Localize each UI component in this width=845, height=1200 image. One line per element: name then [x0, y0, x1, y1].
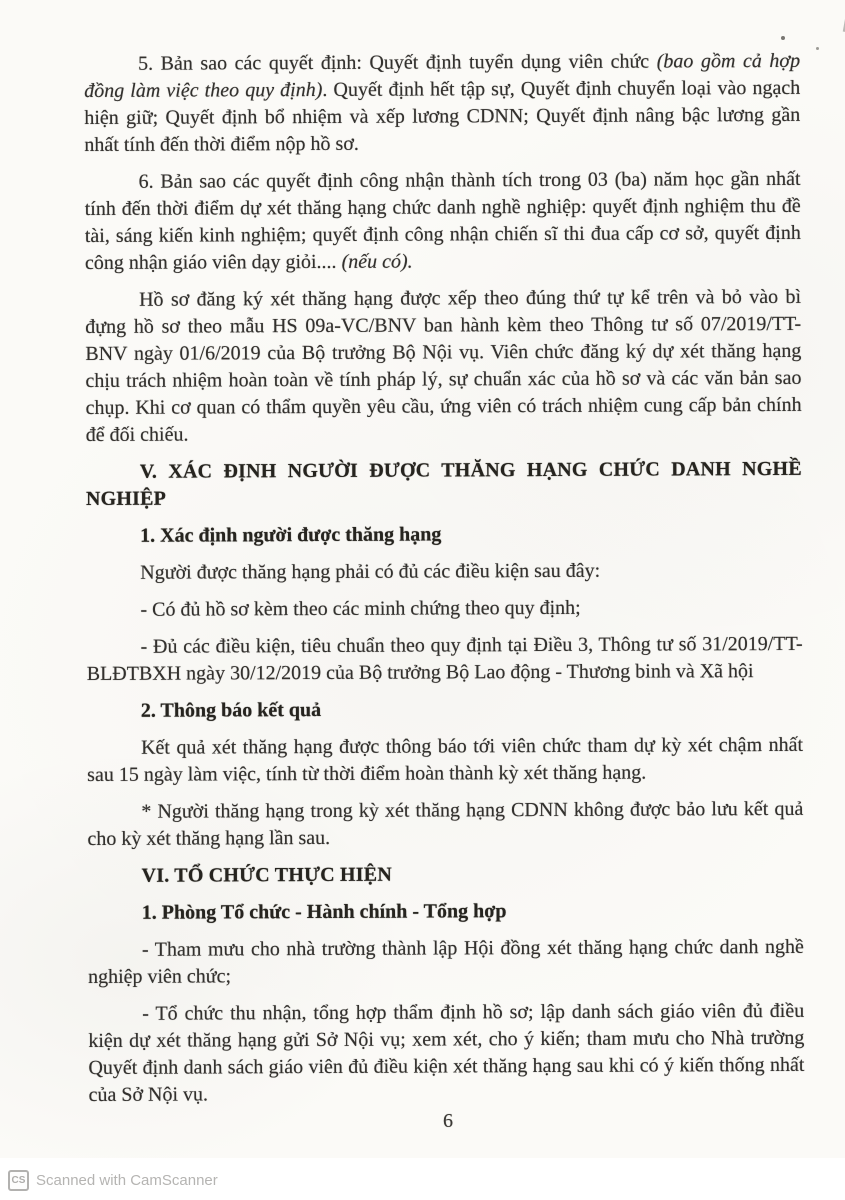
subheading-vi-1: 1. Phòng Tổ chức - Hành chính - Tổng hợp — [141, 900, 507, 924]
paragraph-item-6-text: 6. Bản sao các quyết định công nhận thành tích trong 03 (ba) năm học gần nhất tính đến thời điểm dự xét thăng hạng chức danh nghề nghiệp: quyết định nghiệm thu đề tài, sáng kiến kinh nghiệm; quyết định công nhận chiến sĩ thi đua cấp cơ sở, quyết định công nhận giáo viên dạy giỏi.... — [84, 167, 801, 274]
paragraph-nguoi-duoc: Người được thăng hạng phải có đủ các điều kiện sau đây: — [140, 559, 601, 584]
bullet-du-dieu-kien: - Đủ các điều kiện, tiêu chuẩn theo quy định tại Điều 3, Thông tư số 31/2019/TT-BLĐTBXH ngày 30/12/2019 của Bộ trưởng Bộ Lao động - Thương binh và Xã hội — [86, 632, 803, 685]
paragraph-item-5-italic: (bao gồm cả hợp đồng làm việc theo quy định) — [84, 49, 801, 102]
page-number: 6 — [443, 1110, 453, 1132]
paragraph-item-5-text: 5. Bản sao các quyết định: Quyết định tuyển dụng viên chức — [138, 50, 657, 75]
paragraph-item-6 — [85, 166, 801, 277]
subheading-v-2: 2. Thông báo kết quả — [140, 698, 322, 722]
paragraph-ket-qua: Kết quả xét thăng hạng được thông báo tới viên chức tham dự kỳ xét chậm nhất sau 15 ngày làm việc, tính từ thời điểm hoàn thành kỳ xét thăng hạng. — [87, 733, 804, 786]
camscanner-logo-icon: CS — [8, 1170, 29, 1191]
bullet-to-chuc-thu-nhan: - Tổ chức thu nhận, tổng hợp thẩm định hồ sơ; lập danh sách giáo viên đủ điều kiện dự xét thăng hạng gửi Sở Nội vụ; xem xét, cho ý kiến; tham mưu cho Nhà trường Quyết định danh sách giáo viên đủ điều kiện xét thăng hạng sau khi có ý kiến thống nhất của Sở Nội vụ. — [88, 999, 805, 1106]
scan-speck — [781, 36, 785, 40]
camscanner-watermark — [8, 1170, 218, 1191]
document-body — [84, 48, 805, 1119]
paragraph-bao-luu-note: * Người thăng hạng trong kỳ xét thăng hạng CDNN không được bảo lưu kết quả cho kỳ xét thăng hạng lần sau. — [87, 797, 804, 850]
camscanner-watermark-text: Scanned with CamScanner — [36, 1172, 218, 1189]
paragraph-item-5 — [84, 48, 800, 159]
paragraph-item-5-text-cont: . Quyết định hết tập sự, Quyết định chuyển loại vào ngạch hiện giữ; Quyết định bổ nhiệm và xếp lương CDNN; Quyết định nâng bậc lương gần nhất tính đến thời điểm nộp hồ sơ. — [84, 76, 801, 156]
bullet-tham-muu: - Tham mưu cho nhà trường thành lập Hội đồng xét thăng hạng chức danh nghề nghiệp viên chức; — [87, 935, 804, 988]
subheading-v-1: 1. Xác định người được thăng hạng — [140, 523, 442, 547]
section-heading-vi: VI. TỔ CHỨC THỰC HIỆN — [141, 863, 392, 887]
bullet-du-ho-so: - Có đủ hồ sơ kèm theo các minh chứng theo quy định; — [140, 596, 581, 621]
scan-speck — [816, 47, 819, 50]
paragraph-hoso: Hồ sơ đăng ký xét thăng hạng được xếp theo đúng thứ tự kể trên và bỏ vào bì đựng hồ sơ theo mẫu HS 09a-VC/BNV ban hành kèm theo Thông tư số 07/2019/TT-BNV ngày 01/6/2019 của Bộ trưởng Bộ Nội vụ. Viên chức đăng ký dự xét thăng hạng chịu trách nhiệm hoàn toàn về tính pháp lý, sự chuẩn xác của hồ sơ và các văn bản sao chụp. Khi cơ quan có thẩm quyền yêu cầu, ứng viên có trách nhiệm cung cấp bản chính để đối chiếu. — [85, 285, 802, 446]
section-heading-v: V. XÁC ĐỊNH NGƯỜI ĐƯỢC THĂNG HẠNG CHỨC DANH NGHỀ NGHIỆP — [85, 457, 802, 510]
paragraph-item-6-italic: (nếu có). — [341, 250, 413, 273]
